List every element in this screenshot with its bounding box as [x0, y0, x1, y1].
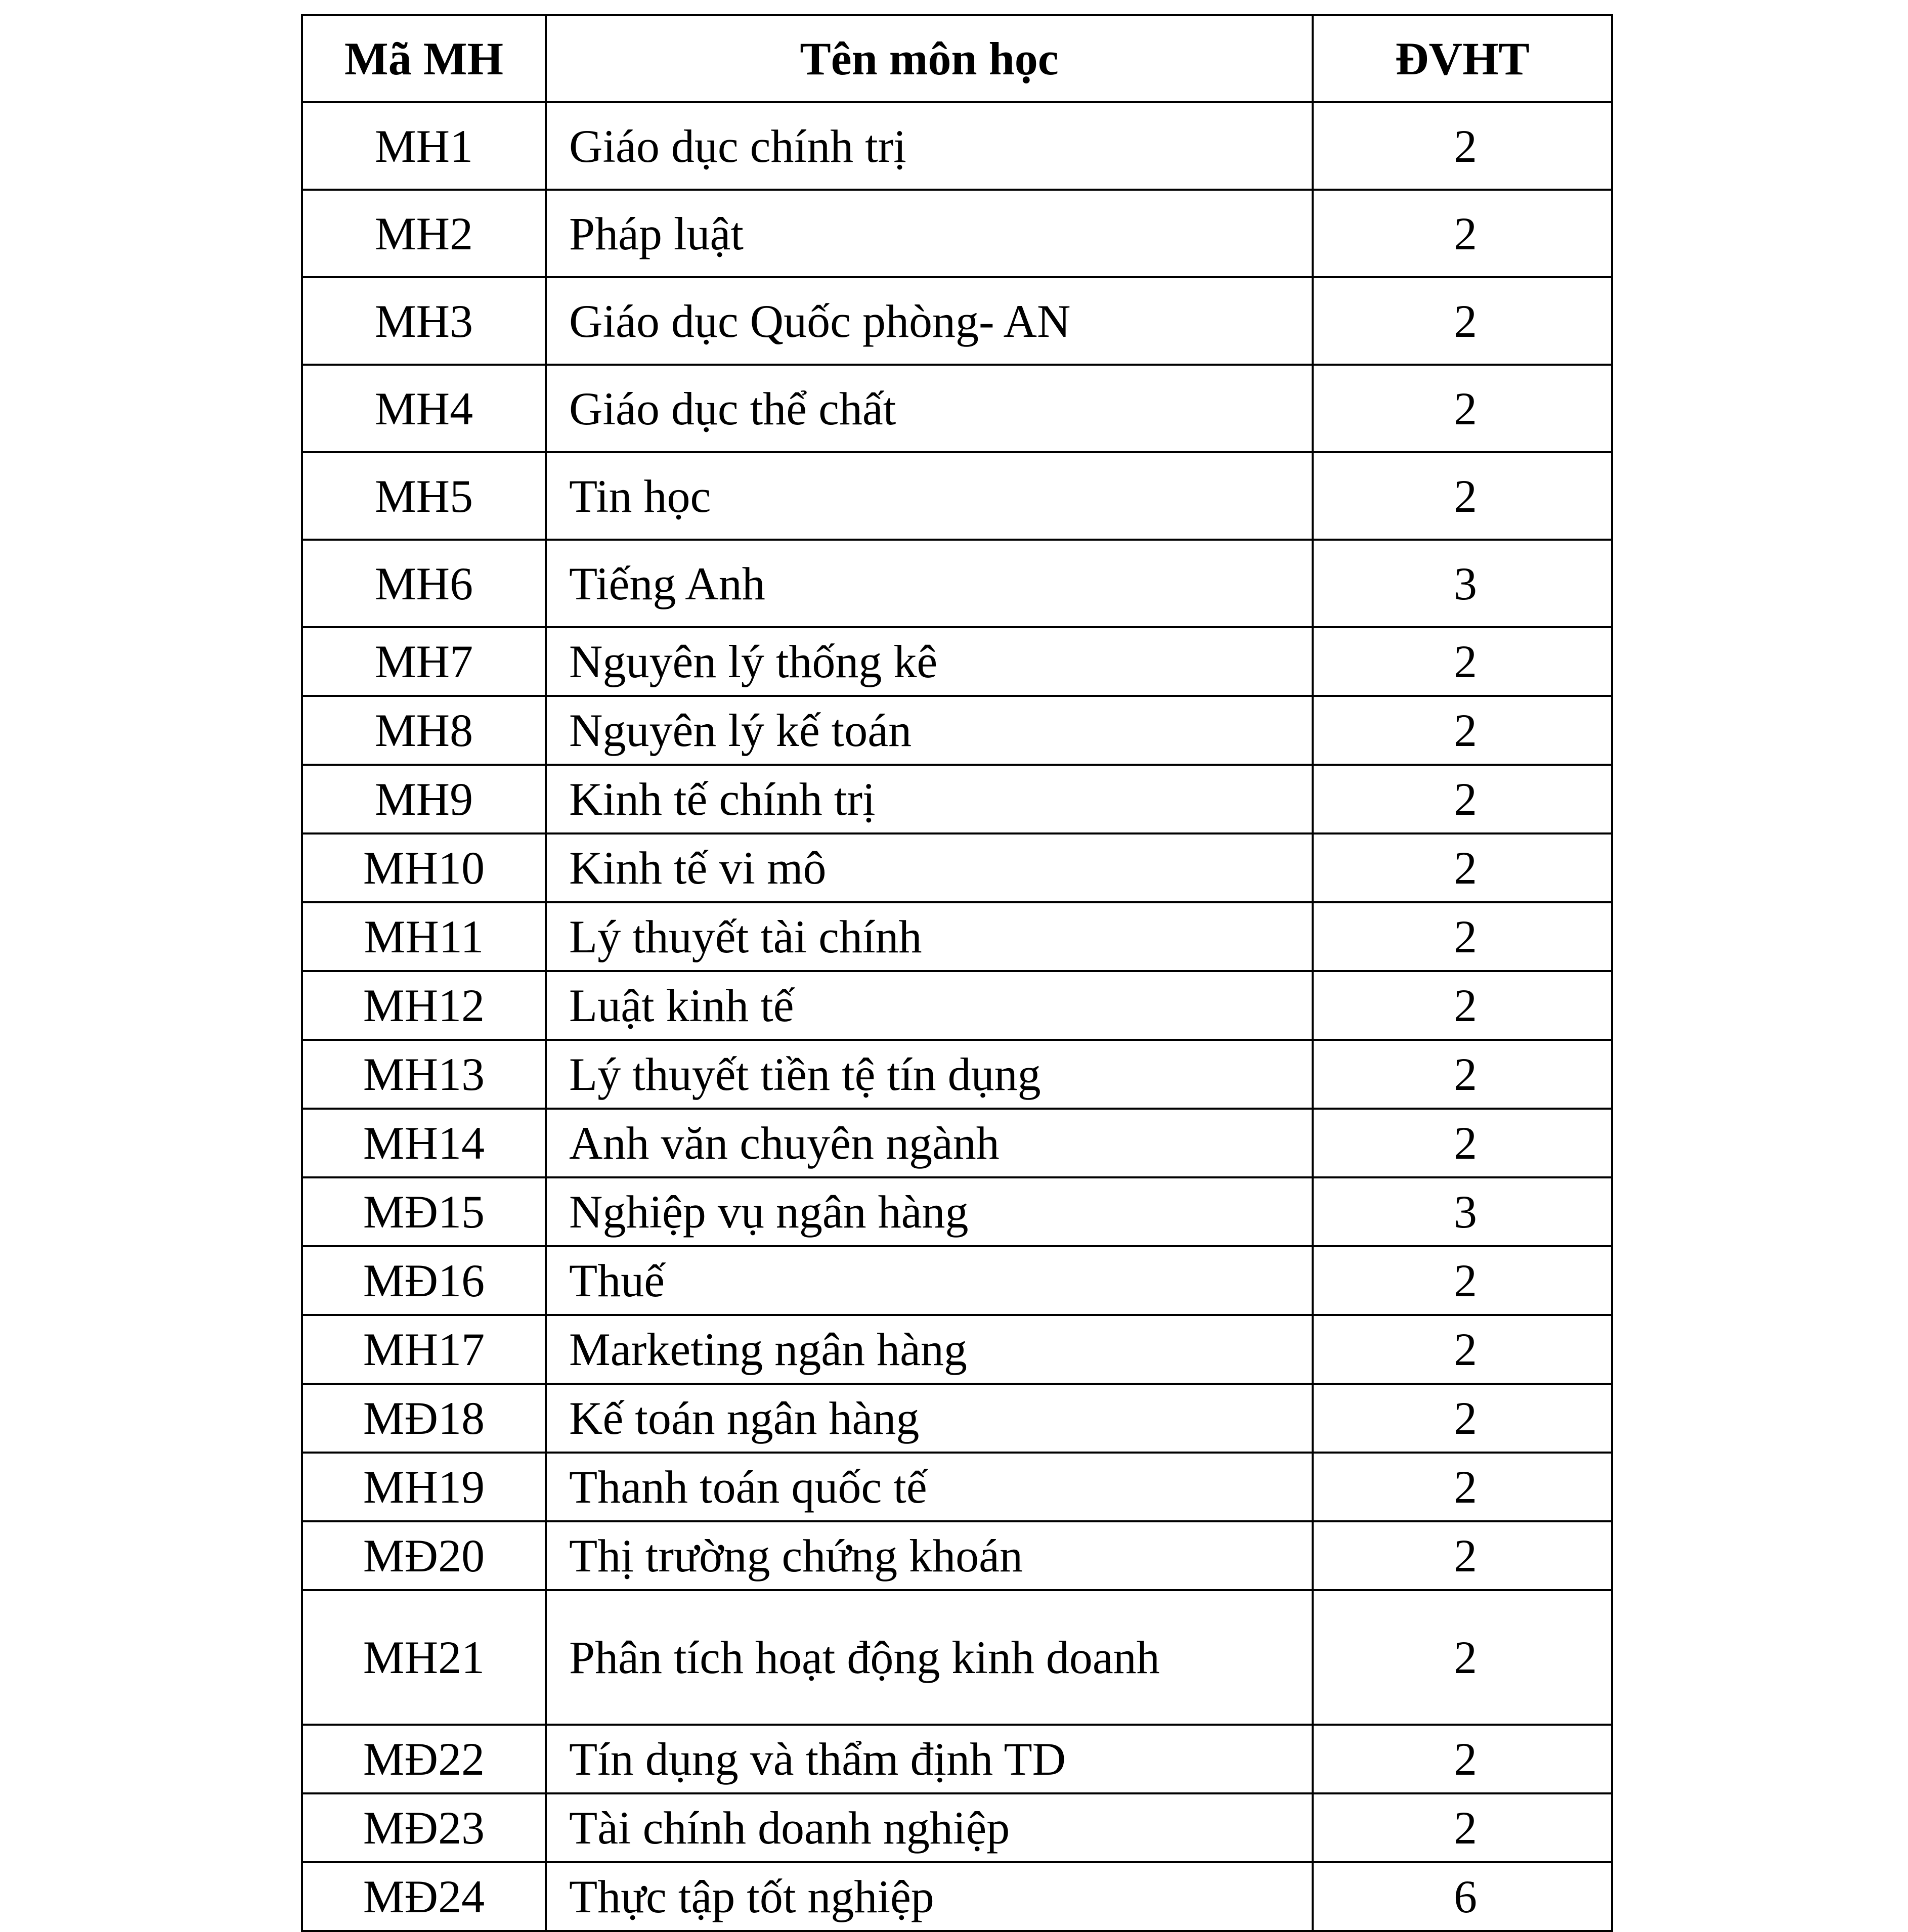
cell-code: MH9 [302, 765, 546, 833]
table-row [302, 452, 1612, 540]
cell-code: MĐ16 [302, 1246, 546, 1315]
table-row [302, 765, 1612, 833]
cell-code: MĐ23 [302, 1793, 546, 1862]
cell-name: Tín dụng và thẩm định TD [546, 1725, 1313, 1793]
cell-units: 2 [1313, 1246, 1612, 1315]
cell-units: 2 [1313, 1384, 1612, 1453]
cell-name: Nghiệp vụ ngân hàng [546, 1177, 1313, 1246]
table-row [302, 1040, 1612, 1109]
cell-units: 2 [1313, 1590, 1612, 1725]
cell-code: MH5 [302, 452, 546, 540]
cell-name: Tài chính doanh nghiệp [546, 1793, 1313, 1862]
cell-units: 2 [1313, 190, 1612, 277]
table-row [302, 1725, 1612, 1793]
cell-name: Marketing ngân hàng [546, 1315, 1313, 1384]
cell-units: 2 [1313, 833, 1612, 902]
cell-units: 2 [1313, 765, 1612, 833]
table-row [302, 627, 1612, 696]
cell-units: 2 [1313, 627, 1612, 696]
table-body [302, 102, 1612, 1931]
cell-name: Nguyên lý kế toán [546, 696, 1313, 765]
cell-units: 2 [1313, 1040, 1612, 1109]
cell-code: MH6 [302, 540, 546, 627]
table-row [302, 1793, 1612, 1862]
cell-units: 3 [1313, 540, 1612, 627]
table-row [302, 1590, 1612, 1725]
header-row [302, 15, 1612, 102]
cell-code: MH17 [302, 1315, 546, 1384]
cell-name: Thuế [546, 1246, 1313, 1315]
header-name: Tên môn học [546, 15, 1313, 102]
cell-units: 2 [1313, 1315, 1612, 1384]
cell-name: Phân tích hoạt động kinh doanh [546, 1590, 1313, 1725]
cell-code: MH8 [302, 696, 546, 765]
cell-units: 2 [1313, 971, 1612, 1040]
cell-code: MH3 [302, 277, 546, 365]
cell-code: MH13 [302, 1040, 546, 1109]
course-table [301, 14, 1613, 1932]
table-row [302, 190, 1612, 277]
cell-name: Kinh tế chính trị [546, 765, 1313, 833]
cell-name: Lý thuyết tài chính [546, 902, 1313, 971]
cell-name: Tin học [546, 452, 1313, 540]
table-row [302, 1109, 1612, 1177]
cell-code: MĐ15 [302, 1177, 546, 1246]
cell-name: Thực tập tốt nghiệp [546, 1862, 1313, 1931]
table-row [302, 1177, 1612, 1246]
cell-units: 2 [1313, 902, 1612, 971]
cell-name: Anh văn chuyên ngành [546, 1109, 1313, 1177]
cell-code: MĐ22 [302, 1725, 546, 1793]
table-row [302, 833, 1612, 902]
cell-code: MĐ20 [302, 1521, 546, 1590]
cell-units: 2 [1313, 1793, 1612, 1862]
cell-name: Thị trường chứng khoán [546, 1521, 1313, 1590]
cell-code: MH12 [302, 971, 546, 1040]
cell-name: Nguyên lý thống kê [546, 627, 1313, 696]
cell-name: Luật kinh tế [546, 971, 1313, 1040]
cell-units: 2 [1313, 1725, 1612, 1793]
cell-units: 2 [1313, 696, 1612, 765]
cell-code: MH21 [302, 1590, 546, 1725]
cell-code: MĐ24 [302, 1862, 546, 1931]
table-row [302, 1862, 1612, 1931]
cell-code: MH2 [302, 190, 546, 277]
table-row [302, 1521, 1612, 1590]
cell-units: 2 [1313, 1109, 1612, 1177]
table-row [302, 1384, 1612, 1453]
table-row [302, 1453, 1612, 1521]
table-row [302, 902, 1612, 971]
table-row [302, 971, 1612, 1040]
cell-code: MH19 [302, 1453, 546, 1521]
header-code: Mã MH [302, 15, 546, 102]
cell-units: 3 [1313, 1177, 1612, 1246]
table-header [302, 15, 1612, 102]
cell-code: MH10 [302, 833, 546, 902]
cell-name: Giáo dục thể chất [546, 365, 1313, 452]
cell-units: 2 [1313, 102, 1612, 190]
cell-name: Kinh tế vi mô [546, 833, 1313, 902]
cell-name: Kế toán ngân hàng [546, 1384, 1313, 1453]
cell-code: MĐ18 [302, 1384, 546, 1453]
cell-code: MH1 [302, 102, 546, 190]
cell-units: 6 [1313, 1862, 1612, 1931]
cell-name: Giáo dục Quốc phòng- AN [546, 277, 1313, 365]
table-row [302, 1315, 1612, 1384]
cell-name: Thanh toán quốc tế [546, 1453, 1313, 1521]
cell-code: MH4 [302, 365, 546, 452]
cell-units: 2 [1313, 365, 1612, 452]
cell-units: 2 [1313, 277, 1612, 365]
cell-units: 2 [1313, 452, 1612, 540]
cell-code: MH14 [302, 1109, 546, 1177]
table-row [302, 540, 1612, 627]
table-row [302, 696, 1612, 765]
cell-code: MH7 [302, 627, 546, 696]
cell-name: Giáo dục chính trị [546, 102, 1313, 190]
table-row [302, 102, 1612, 190]
cell-units: 2 [1313, 1453, 1612, 1521]
table-row [302, 365, 1612, 452]
header-units: ĐVHT [1313, 15, 1612, 102]
cell-units: 2 [1313, 1521, 1612, 1590]
cell-code: MH11 [302, 902, 546, 971]
cell-name: Tiếng Anh [546, 540, 1313, 627]
table-row [302, 1246, 1612, 1315]
cell-name: Lý thuyết tiền tệ tín dụng [546, 1040, 1313, 1109]
cell-name: Pháp luật [546, 190, 1313, 277]
table-row [302, 277, 1612, 365]
